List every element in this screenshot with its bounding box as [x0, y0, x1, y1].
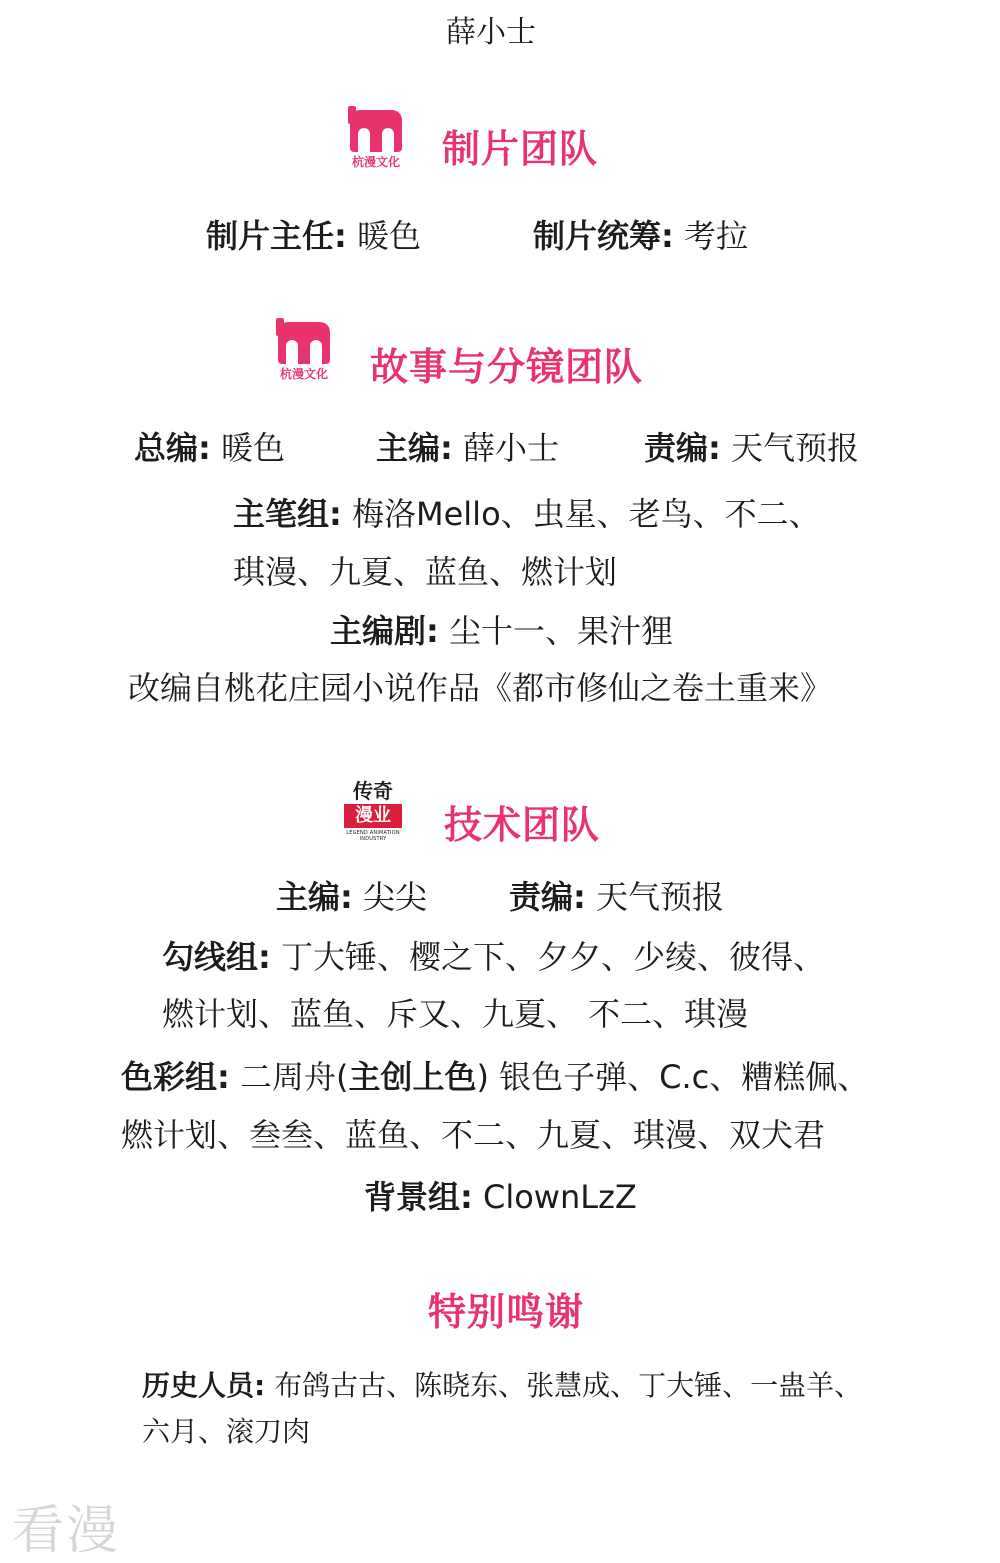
- tech-color-line1: [121, 1058, 870, 1096]
- tech-color-line2: 燃计划、叁叁、蓝鱼、不二、九夏、琪漫、双犬君: [121, 1116, 826, 1154]
- production-director-label: 制片主任:: [206, 217, 347, 255]
- legend-animation-logo: [342, 780, 404, 840]
- story-main-editor-value: 薛小士: [452, 429, 559, 467]
- tech-main-editor-value: 尖尖: [352, 878, 427, 916]
- story-chief-label: 总编:: [134, 429, 211, 467]
- watermark: 看漫: [12, 1501, 121, 1561]
- tech-background-label: 背景组:: [364, 1178, 473, 1216]
- story-screenwriter-value: 尘十一、果汁狸: [438, 612, 673, 650]
- logo-bottom-text: 漫业: [344, 804, 402, 828]
- logo-top-text: 传奇: [353, 779, 393, 803]
- production-coordinator-label: 制片统筹:: [533, 217, 674, 255]
- tech-color-value-a: 二周舟(: [229, 1058, 349, 1096]
- story-main-editor-label: 主编:: [376, 429, 453, 467]
- logo-caption: 杭漫文化: [279, 367, 328, 381]
- thanks-history-label: 历史人员:: [142, 1369, 266, 1402]
- logo-sub-text: LEGEND ANIMATION INDUSTRY: [346, 830, 400, 842]
- story-chief: [134, 429, 285, 467]
- production-director: [206, 217, 421, 255]
- tech-lineart-value-1: 丁大锤、樱之下、夕夕、少绫、彼得、: [270, 938, 825, 976]
- logo-caption: 杭漫文化: [351, 155, 400, 169]
- tech-responsible: [509, 878, 724, 916]
- hangman-logo-2: [276, 322, 332, 382]
- m-mark-icon: [278, 322, 330, 364]
- tech-main-editor-label: 主编:: [276, 878, 353, 916]
- thanks-history-line1: [142, 1369, 863, 1402]
- production-coordinator-value: 考拉: [673, 217, 748, 255]
- top-name: 薛小士: [446, 15, 536, 50]
- story-writers-label: 主笔组:: [233, 495, 342, 533]
- story-screenwriter: [330, 612, 673, 650]
- production-team-heading: 制片团队: [442, 127, 599, 171]
- tech-main-editor: [276, 878, 427, 916]
- story-screenwriter-label: 主编剧:: [330, 612, 439, 650]
- thanks-history-line2: 六月、滚刀肉: [142, 1415, 311, 1448]
- story-writers-value-1: 梅洛Mello、虫星、老鸟、不二、: [341, 495, 821, 533]
- story-main-editor: [376, 429, 559, 467]
- story-responsible-label: 责编:: [644, 429, 721, 467]
- hangman-logo: [348, 110, 404, 170]
- story-writers-line1: [233, 495, 821, 533]
- tech-lineart-line1: [162, 938, 825, 976]
- tech-team-heading: 技术团队: [444, 803, 601, 847]
- story-adaptation: 改编自桃花庄园小说作品《都市修仙之卷土重来》: [128, 669, 833, 707]
- production-coordinator: [533, 217, 748, 255]
- m-mark-icon: [350, 110, 402, 152]
- tech-responsible-value: 天气预报: [585, 878, 724, 916]
- thanks-history-value-1: 布鸽古古、陈晓东、张慧成、丁大锤、一蛊羊、: [265, 1369, 863, 1402]
- tech-background-value: ClownLzZ: [472, 1178, 637, 1216]
- tech-color-value-b: 主创上色: [348, 1058, 477, 1096]
- tech-color-label: 色彩组:: [121, 1058, 230, 1096]
- story-responsible: [644, 429, 859, 467]
- tech-responsible-label: 责编:: [509, 878, 586, 916]
- tech-lineart-line2: 燃计划、蓝鱼、斥又、九夏、 不二、琪漫: [162, 995, 749, 1033]
- special-thanks-heading: 特别鸣谢: [428, 1290, 585, 1334]
- tech-lineart-label: 勾线组:: [162, 938, 271, 976]
- story-responsible-value: 天气预报: [720, 429, 859, 467]
- production-director-value: 暖色: [346, 217, 421, 255]
- story-writers-line2: 琪漫、九夏、蓝鱼、燃计划: [233, 553, 618, 591]
- tech-background: [364, 1178, 637, 1216]
- story-chief-value: 暖色: [210, 429, 285, 467]
- story-team-heading: 故事与分镜团队: [370, 345, 644, 389]
- tech-color-value-c: ) 银色子弹、C.c、糟糕佩、: [476, 1058, 870, 1096]
